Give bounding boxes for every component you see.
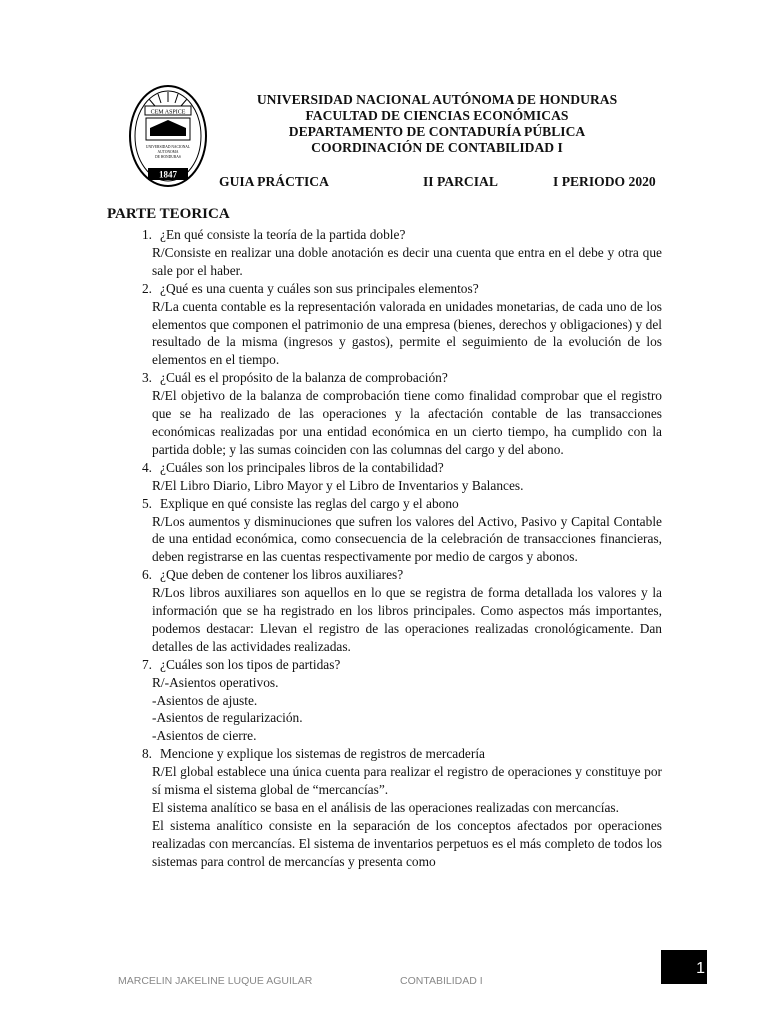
page-number: 1 bbox=[696, 960, 705, 977]
section-title: PARTE TEORICA bbox=[107, 206, 230, 222]
answer-line: R/El objetivo de la balanza de comprobación tiene como finalidad comprobar que el registro que se ha realizado de las operaciones y la afectación contable de las transacciones económicas realizadas por una entidad económica en un cierto tiempo, ha cumplido con la partida doble; y las sumas coinciden con las columnas del cargo y del abono. bbox=[152, 388, 662, 457]
university-name: UNIVERSIDAD NACIONAL AUTÓNOMA DE HONDURAS bbox=[256, 92, 618, 107]
university-seal-logo bbox=[128, 84, 208, 188]
document-header bbox=[230, 92, 644, 156]
question-number: 5. bbox=[141, 495, 152, 511]
answer-text bbox=[152, 513, 662, 567]
question-number: 3. bbox=[141, 370, 152, 386]
svg-text:DE HONDURAS: DE HONDURAS bbox=[155, 155, 181, 159]
question-text: ¿Cuáles son los tipos de partidas? bbox=[160, 656, 341, 672]
question-number: 2. bbox=[141, 280, 152, 296]
question-item bbox=[120, 459, 662, 495]
answer-line: -Asientos de cierre. bbox=[152, 728, 257, 744]
answer-text bbox=[152, 763, 662, 870]
coordination-name: COORDINACIÓN DE CONTABILIDAD I bbox=[311, 140, 563, 155]
question-item bbox=[120, 495, 662, 567]
question-number: 8. bbox=[141, 746, 152, 762]
question-item bbox=[120, 656, 662, 746]
answer-line: El sistema analítico consiste en la separación de los conceptos afectados por operaciones realizadas con mercancías. El sistema de inventarios perpetuos es el más completo de todos los sistemas para control de mercancías y presenta como bbox=[152, 817, 662, 869]
answer-line: R/-Asientos operativos. bbox=[152, 674, 279, 690]
page-number-box bbox=[661, 950, 707, 984]
answer-line: R/El Libro Diario, Libro Mayor y el Libro de Inventarios y Balances. bbox=[152, 477, 524, 493]
faculty-name: FACULTAD DE CIENCIAS ECONÓMICAS bbox=[305, 108, 569, 123]
svg-text:AUTONOMA: AUTONOMA bbox=[157, 150, 179, 154]
answer-text bbox=[152, 244, 662, 280]
answer-line: R/Consiste en realizar una doble anotación es decir una cuenta que entra en el debe y otra que sale por el haber. bbox=[152, 244, 662, 278]
question-text: ¿Que deben de contener los libros auxiliares? bbox=[160, 567, 404, 583]
question-text: ¿Cuáles son los principales libros de la contabilidad? bbox=[160, 459, 444, 475]
question-item bbox=[120, 369, 662, 459]
svg-text:UNIVERSIDAD NACIONAL: UNIVERSIDAD NACIONAL bbox=[145, 145, 191, 149]
answer-line: R/Los libros auxiliares son aquellos en lo que se registra de forma detallada los valores y la información que se ha registrado en los libros principales. Como aspectos más importantes, podemos destacar: Llevan el registro de las operaciones realizadas cronológicamente. Dan detalles de las actividades realizadas. bbox=[152, 585, 662, 654]
answer-line: R/La cuenta contable es la representación valorada en unidades monetarias, de cada uno de los elementos que componen el patrimonio de una empresa (bienes, derechos y obligaciones) y del resultado de la misma (ingresos y gastos), permite el seguimiento de la evolución de los elementos en el tiempo. bbox=[152, 298, 662, 368]
question-text: ¿En qué consiste la teoría de la partida doble? bbox=[160, 227, 406, 242]
question-number: 1. bbox=[141, 227, 152, 242]
answer-line: R/El global establece una única cuenta para realizar el registro de operaciones y constituye por sí misma el sistema global de “mercancías”. bbox=[152, 764, 662, 798]
period-label: I PERIODO 2020 bbox=[553, 174, 656, 189]
answer-line: -Asientos de regularización. bbox=[152, 710, 303, 726]
answer-text bbox=[152, 674, 662, 746]
question-text: Explique en qué consiste las reglas del cargo y el abono bbox=[160, 495, 459, 511]
answer-text bbox=[152, 298, 662, 370]
answer-text bbox=[152, 477, 662, 495]
answer-text bbox=[152, 387, 662, 459]
question-number: 4. bbox=[141, 459, 152, 475]
question-text: ¿Cuál es el propósito de la balanza de comprobación? bbox=[160, 370, 448, 386]
question-number: 6. bbox=[141, 567, 152, 583]
seal-banner-text: CEM ASPICE bbox=[150, 109, 186, 116]
footer-author: MARCELIN JAKELINE LUQUE AGUILAR bbox=[118, 975, 313, 987]
partial-label: II PARCIAL bbox=[423, 174, 498, 189]
question-text: Mencione y explique los sistemas de registros de mercadería bbox=[160, 746, 485, 762]
question-item bbox=[120, 745, 662, 870]
department-name: DEPARTAMENTO DE CONTADURÍA PÚBLICA bbox=[288, 124, 586, 139]
question-item bbox=[120, 566, 662, 656]
answer-line: R/Los aumentos y disminuciones que sufren los valores del Activo, Pasivo y Capital Contable de una entidad económica, como consecuencia de la celebración de transacciones financieras, deben registrarse en las cuentas respectivamente por medio de cargos y abonos. bbox=[152, 513, 662, 565]
question-item bbox=[120, 280, 662, 370]
answer-line: El sistema analítico se basa en el análisis de las operaciones realizadas con mercancías. bbox=[152, 800, 619, 815]
footer-course: CONTABILIDAD I bbox=[400, 975, 483, 987]
question-number: 7. bbox=[141, 656, 152, 672]
question-item bbox=[120, 226, 662, 280]
answer-text bbox=[152, 584, 662, 656]
questions-list bbox=[120, 226, 662, 871]
guide-title: GUIA PRÁCTICA bbox=[219, 174, 329, 189]
question-text: ¿Qué es una cuenta y cuáles son sus principales elementos? bbox=[160, 280, 479, 296]
answer-line: -Asientos de ajuste. bbox=[152, 692, 258, 708]
seal-year: 1847 bbox=[159, 169, 177, 180]
